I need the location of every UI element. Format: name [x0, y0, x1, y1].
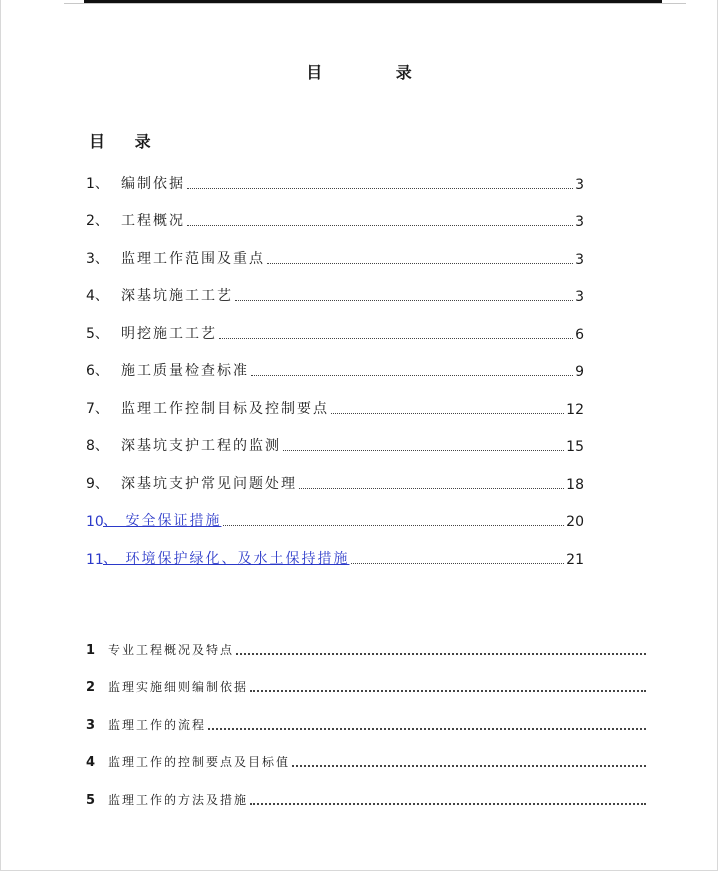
toc-entry[interactable]: [86, 315, 584, 353]
toc-leader-dots: [219, 338, 573, 339]
toc-entry-page: 15: [566, 439, 584, 455]
toc-secondary-label: 监理工作的方法及措施: [108, 792, 249, 807]
toc-entry-page: 9: [575, 364, 584, 380]
toc-entry-page: 20: [566, 514, 584, 530]
toc-entry-number: 10: [86, 514, 104, 530]
toc-entry-page: 12: [566, 401, 584, 418]
toc-secondary-entry[interactable]: [86, 745, 646, 783]
toc-entry-page: 3: [575, 251, 584, 268]
toc-entry-page: 6: [575, 326, 584, 343]
toc-entry-page: 21: [566, 551, 584, 568]
toc-entry[interactable]: [86, 203, 584, 241]
toc-entry-label: 明挖施工工艺: [121, 325, 217, 342]
toc-secondary-label: 监理工作的流程: [108, 717, 207, 732]
toc-leader-dots: [292, 765, 646, 767]
toc-entry-page: 3: [575, 289, 584, 305]
toc-entry-label: 深基坑支护常见问题处理: [121, 475, 297, 492]
header-bar: [84, 0, 662, 3]
page-title: 目 录: [306, 63, 446, 82]
toc-leader-dots: [283, 450, 564, 451]
toc-heading: 目 录: [89, 132, 163, 151]
toc-secondary-label: 专业工程概况及特点: [108, 642, 235, 657]
toc-entry-label: 工程概况: [121, 213, 185, 229]
toc-secondary-number: 3: [86, 717, 96, 733]
toc-entry-label: 监理工作控制目标及控制要点: [121, 400, 329, 417]
page-edge-left: [0, 0, 1, 871]
toc-leader-dots: [236, 653, 646, 655]
toc-secondary-label: 监理工作的控制要点及目标值: [108, 755, 291, 769]
toc-entry-number: 7、: [86, 400, 109, 417]
toc-secondary-number: 5: [86, 792, 96, 808]
toc-entry-number: 3、: [86, 250, 109, 267]
toc-leader-dots: [187, 225, 573, 226]
toc-secondary-entry[interactable]: [86, 670, 646, 708]
toc-secondary-label: 监理实施细则编制依据: [108, 680, 249, 694]
toc-secondary-entry[interactable]: [86, 632, 646, 670]
toc-entry-number: 8、: [86, 438, 109, 454]
toc-leader-dots: [250, 803, 646, 805]
toc-leader-dots: [250, 690, 646, 692]
toc-secondary-number: 4: [86, 755, 96, 770]
toc-entry-number: 2、: [86, 213, 109, 229]
toc-leader-dots: [267, 263, 573, 264]
toc-entry-number: 11: [86, 551, 104, 568]
toc-leader-dots: [331, 413, 564, 414]
toc-entry-number: 4、: [86, 288, 109, 304]
toc-entry[interactable]: [86, 278, 584, 316]
toc-entry[interactable]: [86, 165, 584, 203]
toc-entry[interactable]: [86, 390, 584, 428]
toc-entry-label: 深基坑施工工艺: [121, 288, 233, 304]
toc-entry-page: 18: [566, 476, 584, 493]
toc-entry-label: 施工质量检查标准: [121, 363, 249, 379]
toc-entry-page: 3: [575, 214, 584, 230]
toc-entry-link-label[interactable]: 、 环境保护绿化、及水土保持措施: [103, 550, 350, 567]
toc-entry-link-label[interactable]: 、 安全保证措施: [103, 513, 222, 529]
toc-entry[interactable]: [86, 428, 584, 466]
toc-secondary: [86, 632, 646, 820]
toc-leader-dots: [351, 563, 564, 564]
toc-entry-label: 监理工作范围及重点: [121, 250, 265, 267]
toc-entry-number: 1、: [86, 175, 109, 192]
toc-secondary-number: 1: [86, 642, 96, 658]
toc-entry-label: 编制依据: [121, 175, 185, 192]
toc-secondary-number: 2: [86, 680, 96, 695]
toc-entry[interactable]: [86, 353, 584, 391]
toc-entry-number: 6、: [86, 363, 109, 379]
toc-entry-page: 3: [575, 176, 584, 193]
toc-leader-dots: [251, 375, 573, 376]
toc-main: [86, 165, 584, 578]
header-rule: [64, 3, 686, 4]
toc-entry-number: 5、: [86, 325, 109, 342]
toc-leader-dots: [299, 488, 564, 489]
toc-entry-label: 深基坑支护工程的监测: [121, 438, 281, 454]
toc-leader-dots: [187, 188, 573, 189]
toc-entry[interactable]: [86, 465, 584, 503]
toc-entry-number: 9、: [86, 475, 109, 492]
toc-secondary-entry[interactable]: [86, 782, 646, 820]
toc-entry-link[interactable]: [86, 540, 584, 578]
toc-leader-dots: [208, 728, 646, 730]
toc-leader-dots: [223, 525, 564, 526]
toc-entry[interactable]: [86, 240, 584, 278]
toc-leader-dots: [235, 300, 573, 301]
toc-secondary-entry[interactable]: [86, 707, 646, 745]
toc-entry-link[interactable]: [86, 503, 584, 541]
